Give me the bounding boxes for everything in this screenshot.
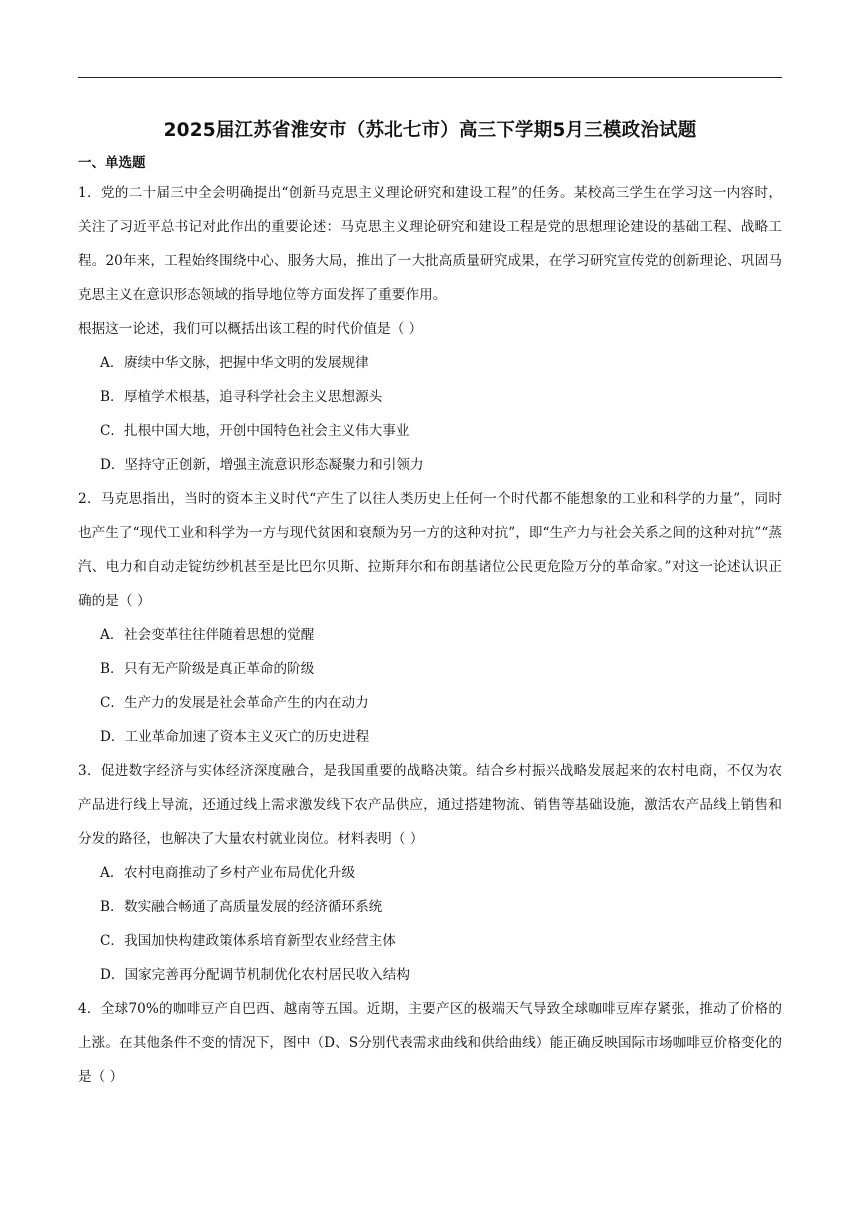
option-d[interactable] xyxy=(78,958,782,992)
question-stem: 1．党的二十届三中全会明确提出“创新马克思主义理论研究和建设工程”的任务。某校高三学生在学习这一内容时，关注了习近平总书记对此作出的重要论述：马克思主义理论研究和建设工程是党的思想理论建设的基础工程、战略工程。20年来，工程始终围绕中心、服务大局，推出了一大批高质量研究成果，在学习研究宣传党的创新理论、巩固马克思主义在意识形态领域的指导地位等方面发挥了重要作用。 xyxy=(78,185,782,303)
question-4 xyxy=(78,992,782,1094)
option-letter: B． xyxy=(100,389,124,405)
option-text: 坚持守正创新，增强主流意识形态凝聚力和引领力 xyxy=(124,457,424,473)
question-stem: 4．全球70%的咖啡豆产自巴西、越南等五国。近期，主要产区的极端天气导致全球咖啡豆库存紧张，推动了价格的上涨。在其他条件不变的情况下，图中（D、S分别代表需求曲线和供给曲线）能正确反映国际市场咖啡豆价格变化的是（ ） xyxy=(78,1001,782,1085)
option-a[interactable] xyxy=(78,618,782,652)
questions-body xyxy=(78,176,782,1094)
option-a[interactable] xyxy=(78,856,782,890)
option-list xyxy=(78,618,782,754)
option-c[interactable] xyxy=(78,924,782,958)
header-rule xyxy=(78,77,782,78)
option-text: 我国加快构建政策体系培育新型农业经营主体 xyxy=(124,933,396,949)
option-text: 厚植学术根基，追寻科学社会主义思想源头 xyxy=(124,389,383,405)
option-list xyxy=(78,856,782,992)
option-text: 社会变革往往伴随着思想的觉醒 xyxy=(124,627,315,643)
option-b[interactable] xyxy=(78,890,782,924)
option-letter: C． xyxy=(100,933,124,949)
question-stem: 2．马克思指出，当时的资本主义时代“产生了以往人类历史上任何一个时代都不能想象的工业和科学的力量”，同时也产生了“现代工业和科学为一方与现代贫困和衰颓为另一方的这种对抗”，即“生产力与社会关系之间的这种对抗”“蒸汽、电力和自动走锭纺纱机甚至是比巴尔贝斯、拉斯拜尔和布朗基诸位公民更危险万分的革命家。”对这一论述认识正确的是（ ） xyxy=(78,491,782,609)
option-list xyxy=(78,346,782,482)
option-a[interactable] xyxy=(78,346,782,380)
question-1 xyxy=(78,176,782,482)
question-2 xyxy=(78,482,782,754)
section-heading: 一、单选题 xyxy=(78,155,146,171)
option-text: 数实融合畅通了高质量发展的经济循环系统 xyxy=(124,899,383,915)
page-title: 2025届江苏省淮安市（苏北七市）高三下学期5月三模政治试题 xyxy=(163,120,697,141)
option-letter: B． xyxy=(100,661,124,677)
option-d[interactable] xyxy=(78,720,782,754)
option-letter: A． xyxy=(100,627,124,643)
option-text: 国家完善再分配调节机制优化农村居民收入结构 xyxy=(124,967,410,983)
question-prompt: 根据这一论述，我们可以概括出该工程的时代价值是（ ） xyxy=(78,321,423,337)
option-letter: A． xyxy=(100,355,124,371)
option-b[interactable] xyxy=(78,652,782,686)
option-text: 工业革命加速了资本主义灭亡的历史进程 xyxy=(124,729,370,745)
option-b[interactable] xyxy=(78,380,782,414)
option-text: 赓续中华文脉，把握中华文明的发展规律 xyxy=(124,355,369,371)
option-letter: D． xyxy=(100,457,125,473)
option-letter: D． xyxy=(100,729,125,745)
option-text: 只有无产阶级是真正革命的阶级 xyxy=(124,661,315,677)
option-text: 生产力的发展是社会革命产生的内在动力 xyxy=(124,695,369,711)
option-d[interactable] xyxy=(78,448,782,482)
option-letter: C． xyxy=(100,423,124,439)
option-c[interactable] xyxy=(78,414,782,448)
option-text: 扎根中国大地，开创中国特色社会主义伟大事业 xyxy=(124,423,410,439)
option-c[interactable] xyxy=(78,686,782,720)
option-letter: A． xyxy=(100,865,124,881)
option-letter: C． xyxy=(100,695,124,711)
question-stem: 3．促进数字经济与实体经济深度融合，是我国重要的战略决策。结合乡村振兴战略发展起来的农村电商，不仅为农产品进行线上导流，还通过线上需求激发线下农产品供应，通过搭建物流、销售等基础设施，激活农产品线上销售和分发的路径，也解决了大量农村就业岗位。材料表明（ ） xyxy=(78,763,782,847)
question-3 xyxy=(78,754,782,992)
option-letter: B． xyxy=(100,899,124,915)
option-letter: D． xyxy=(100,967,125,983)
option-text: 农村电商推动了乡村产业布局优化升级 xyxy=(124,865,356,881)
